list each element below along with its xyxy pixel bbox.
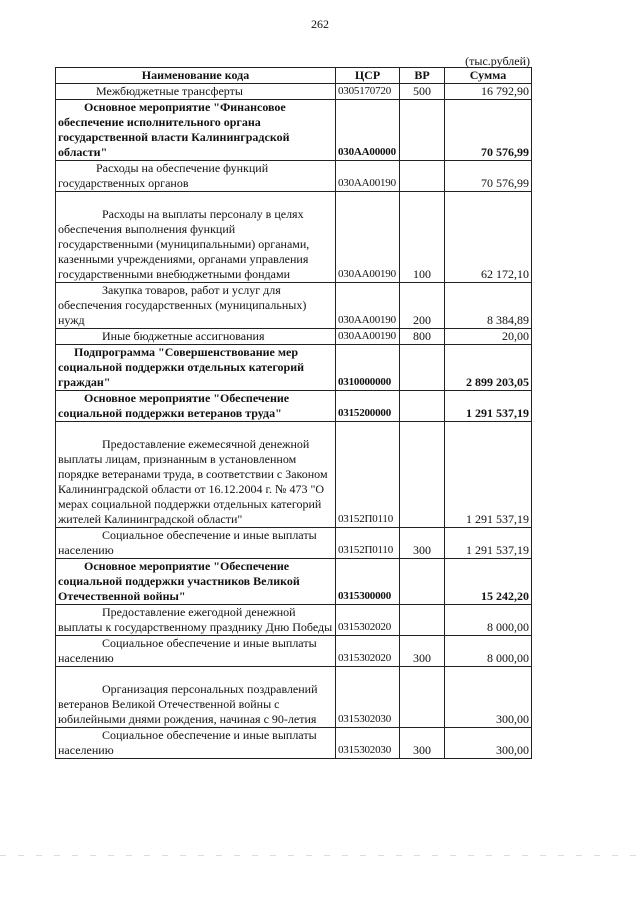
- row-csr: 0315302030: [336, 728, 400, 759]
- row-sum: 2 899 203,05: [445, 345, 532, 391]
- row-vr: [400, 100, 445, 161]
- row-sum: 300,00: [445, 667, 532, 728]
- row-csr: 0315200000: [336, 391, 400, 422]
- row-csr: 0315302020: [336, 605, 400, 636]
- row-sum: 70 576,99: [445, 100, 532, 161]
- row-name: Расходы на выплаты персоналу в целях обеспечения выполнения функций государственными (муниципальными) органами, казенными учреждениями, органами управления государственными внебюджетными фондами: [58, 207, 310, 281]
- row-vr: 500: [400, 84, 445, 100]
- row-sum: 8 384,89: [445, 283, 532, 329]
- table-row: [56, 667, 532, 728]
- row-csr: 030АА00190: [336, 283, 400, 329]
- row-sum: 20,00: [445, 329, 532, 345]
- row-csr: 030АА00000: [336, 100, 400, 161]
- row-name: Иные бюджетные ассигнования: [102, 329, 265, 343]
- row-csr: 030АА00190: [336, 161, 400, 192]
- table-row: [56, 100, 532, 161]
- row-sum: 1 291 537,19: [445, 422, 532, 528]
- table-header-row: [56, 68, 532, 84]
- row-vr: [400, 667, 445, 728]
- row-csr: 0305170720: [336, 84, 400, 100]
- row-name: Предоставление ежемесячной денежной выплаты лицам, признанным в установленном порядке ветеранами труда, в соответствии с Законом Калининградской области от 16.12.2004 г. № 473 "О мерах социальной поддержки отдельных категорий жителей Калининградской области": [58, 437, 328, 526]
- row-csr: 03152П0110: [336, 422, 400, 528]
- row-csr: 030АА00190: [336, 192, 400, 283]
- table-row: [56, 728, 532, 759]
- row-name: Социальное обеспечение и иные выплаты населению: [58, 728, 317, 757]
- row-vr: [400, 605, 445, 636]
- row-name: Предоставление ежегодной денежной выплаты к государственному празднику Дню Победы: [58, 605, 333, 634]
- row-csr: 0315302030: [336, 667, 400, 728]
- row-csr: 0310000000: [336, 345, 400, 391]
- row-vr: [400, 422, 445, 528]
- row-sum: 1 291 537,19: [445, 528, 532, 559]
- row-vr: 200: [400, 283, 445, 329]
- table-row: [56, 559, 532, 605]
- row-name: Закупка товаров, работ и услуг для обеспечения государственных (муниципальных) нужд: [58, 283, 307, 327]
- row-name: Расходы на обеспечение функций государственных органов: [58, 161, 269, 190]
- table-row: [56, 528, 532, 559]
- row-vr: 300: [400, 728, 445, 759]
- row-name: Организация персональных поздравлений ветеранов Великой Отечественной войны с юбилейными днями рождения, начиная с 90-летия: [58, 682, 318, 726]
- row-vr: [400, 391, 445, 422]
- table-row: [56, 329, 532, 345]
- row-vr: 300: [400, 528, 445, 559]
- row-sum: 15 242,20: [445, 559, 532, 605]
- row-vr: 300: [400, 636, 445, 667]
- row-vr: [400, 345, 445, 391]
- page-number: 262: [311, 17, 329, 31]
- scan-artifact-line: [0, 855, 640, 856]
- header-name: Наименование кода: [56, 68, 336, 84]
- table-row: [56, 84, 532, 100]
- header-csr: ЦСР: [336, 68, 400, 84]
- table-row: [56, 605, 532, 636]
- row-csr: 03152П0110: [336, 528, 400, 559]
- row-name: Подпрограмма "Совершенствование мер социальной поддержки отдельных категорий граждан": [58, 345, 305, 389]
- table-row: [56, 391, 532, 422]
- row-name: Основное мероприятие "Финансовое обеспечение исполнительного органа государственной власти Калининградской области": [58, 100, 290, 159]
- header-sum: Сумма: [445, 68, 532, 84]
- row-sum: 62 172,10: [445, 192, 532, 283]
- row-sum: 70 576,99: [445, 161, 532, 192]
- table-row: [56, 636, 532, 667]
- row-csr: 0315302020: [336, 636, 400, 667]
- row-vr: 800: [400, 329, 445, 345]
- row-name: Межбюджетные трансферты: [96, 84, 243, 98]
- row-csr: 0315300000: [336, 559, 400, 605]
- row-sum: 300,00: [445, 728, 532, 759]
- row-name: Социальное обеспечение и иные выплаты населению: [58, 636, 317, 665]
- row-sum: 8 000,00: [445, 605, 532, 636]
- table-row: [56, 192, 532, 283]
- row-vr: [400, 161, 445, 192]
- row-vr: 100: [400, 192, 445, 283]
- row-sum: 1 291 537,19: [445, 391, 532, 422]
- row-name: Социальное обеспечение и иные выплаты населению: [58, 528, 317, 557]
- row-vr: [400, 559, 445, 605]
- header-vr: ВР: [400, 68, 445, 84]
- row-name: Основное мероприятие "Обеспечение социальной поддержки ветеранов труда": [58, 391, 290, 420]
- table-row: [56, 345, 532, 391]
- row-sum: 16 792,90: [445, 84, 532, 100]
- units-label: (тыс.рублей): [465, 54, 530, 68]
- row-csr: 030АА00190: [336, 329, 400, 345]
- table-row: [56, 161, 532, 192]
- row-sum: 8 000,00: [445, 636, 532, 667]
- row-name: Основное мероприятие "Обеспечение социальной поддержки участников Великой Отечественной войны": [58, 559, 300, 603]
- table-row: [56, 283, 532, 329]
- table-row: [56, 422, 532, 528]
- budget-table: [55, 67, 532, 759]
